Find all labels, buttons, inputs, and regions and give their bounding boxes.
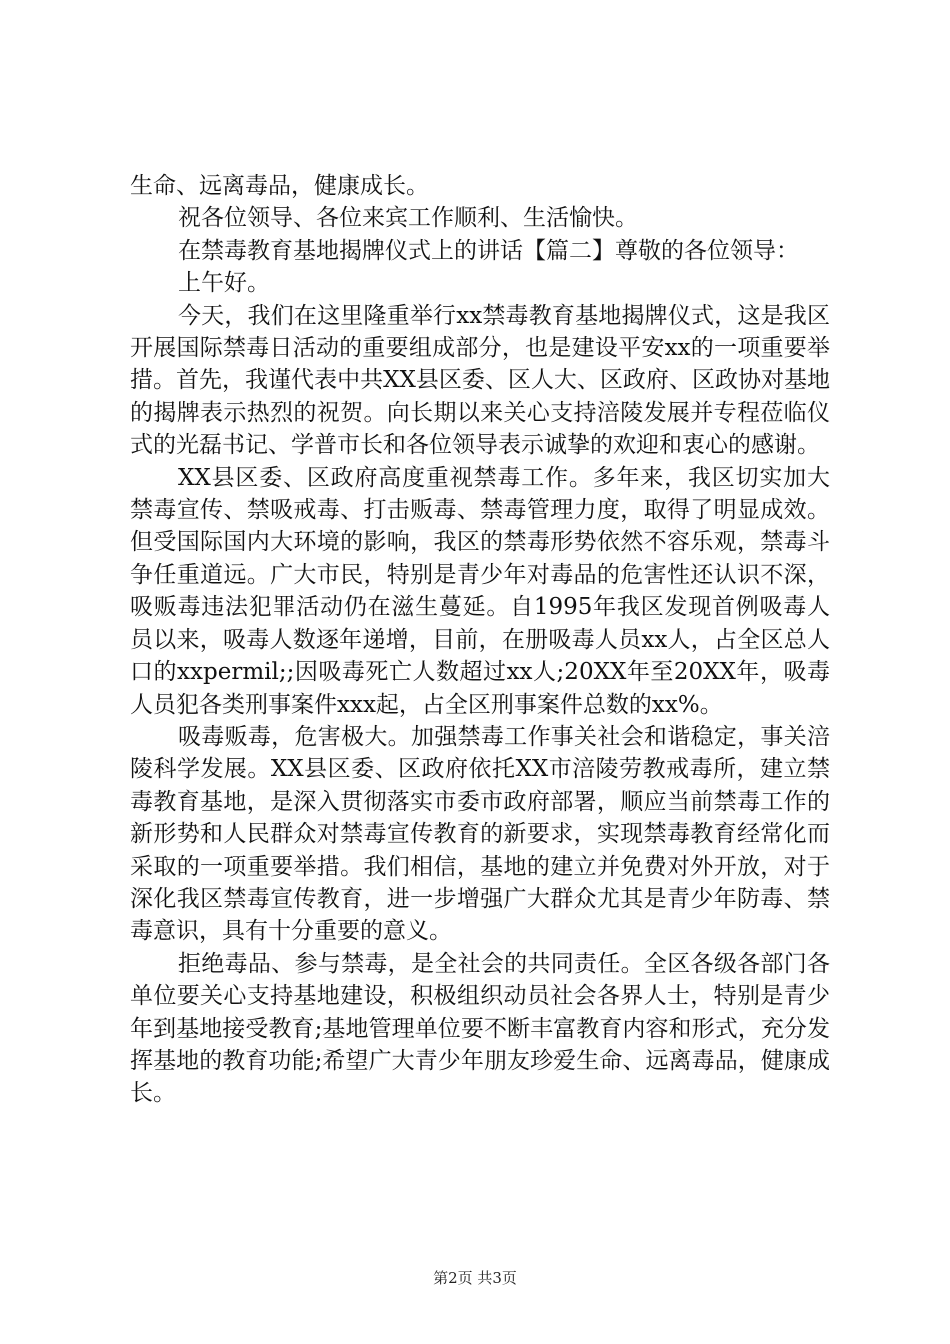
paragraph: 上午好。 bbox=[178, 270, 270, 297]
paragraph: 祝各位领导、各位来宾工作顺利、生活愉快。 bbox=[178, 205, 638, 232]
paragraph: 在禁毒教育基地揭牌仪式上的讲话【篇二】尊敬的各位领导： bbox=[178, 237, 799, 264]
document-body bbox=[130, 170, 830, 1110]
page-footer: 第2页 共3页 bbox=[433, 1269, 517, 1287]
paragraph: 拒绝毒品、参与禁毒，是全社会的共同责任。全区各级各部门各单位要关心支持基地建设，积极组织动员社会各界人士，特别是青少年到基地接受教育;基地管理单位要不断丰富教育内容和形式，充分发挥基地的教育功能;希望广大青少年朋友珍爱生命、远离毒品，健康成长。 bbox=[130, 950, 830, 1107]
paragraph: 今天，我们在这里隆重举行xx禁毒教育基地揭牌仪式，这是我区开展国际禁毒日活动的重要组成部分，也是建设平安xx的一项重要举措。首先，我谨代表中共XX县区委、区人大、区政府、区政协对基地的揭牌表示热烈的祝贺。向长期以来关心支持涪陵发展并专程莅临仪式的光磊书记、学普市长和各位领导表示诚挚的欢迎和衷心的感谢。 bbox=[130, 302, 830, 459]
paragraph: XX县区委、区政府高度重视禁毒工作。多年来，我区切实加大禁毒宣传、禁吸戒毒、打击贩毒、禁毒管理力度，取得了明显成效。但受国际国内大环境的影响，我区的禁毒形势依然不容乐观，禁毒斗争任重道远。广大市民，特别是青少年对毒品的危害性还认识不深，吸贩毒违法犯罪活动仍在滋生蔓延。自1995年我区发现首例吸毒人员以来，吸毒人数逐年递增，目前，在册吸毒人员xx人，占全区总人口的xxpermil;;因吸毒死亡人数超过xx人;20XX年至20XX年，吸毒人员犯各类刑事案件xxx起，占全区刑事案件总数的xx%。 bbox=[130, 464, 830, 718]
paragraph: 吸毒贩毒，危害极大。加强禁毒工作事关社会和谐稳定，事关涪陵科学发展。XX县区委、区政府依托XX市涪陵劳教戒毒所，建立禁毒教育基地，是深入贯彻落实市委市政府部署，顺应当前禁毒工作的新形势和人民群众对禁毒宣传教育的新要求，实现禁毒教育经常化而采取的一项重要举措。我们相信，基地的建立并免费对外开放，对于深化我区禁毒宣传教育，进一步增强广大群众尤其是青少年防毒、禁毒意识，具有十分重要的意义。 bbox=[130, 723, 830, 945]
paragraph: 生命、远离毒品，健康成长。 bbox=[130, 173, 429, 199]
